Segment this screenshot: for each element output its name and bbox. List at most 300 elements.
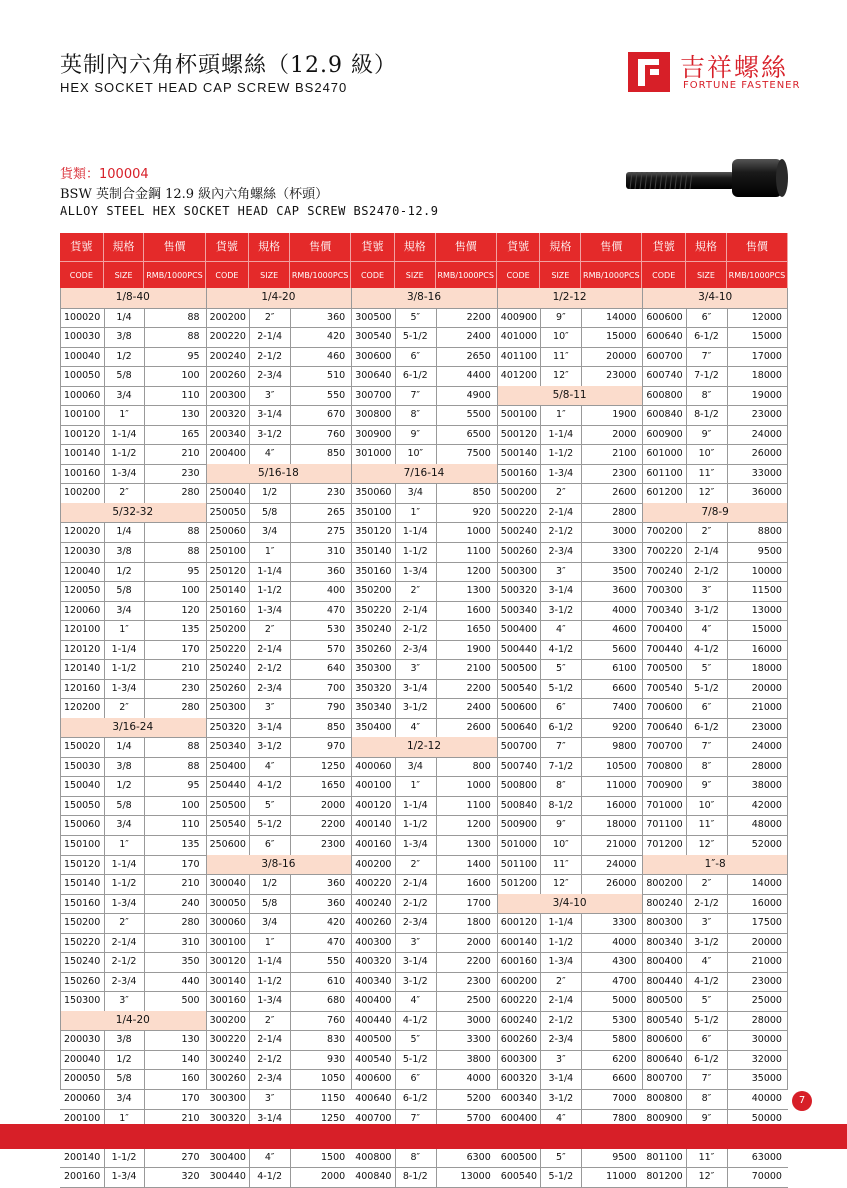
price-cell: 360 [327, 565, 346, 577]
size-cell: 5/8 [116, 370, 132, 382]
price-cell: 9800 [612, 741, 637, 753]
code-cell: 501200 [500, 878, 538, 890]
price-cell: 550 [327, 956, 346, 968]
size-cell: 3-1/4 [402, 682, 428, 694]
price-cell: 230 [181, 682, 200, 694]
code-cell: 500300 [500, 565, 538, 577]
code-cell: 120160 [64, 682, 101, 694]
code-cell: 120140 [64, 663, 101, 675]
code-cell: 400160 [355, 839, 392, 851]
price-cell: 23000 [751, 721, 782, 733]
size-cell: 12″ [553, 878, 569, 890]
code-cell: 600600 [646, 311, 683, 323]
price-cell: 9500 [757, 545, 782, 557]
price-cell: 210 [181, 1112, 200, 1124]
code-cell: 150260 [64, 975, 101, 987]
thread-section-header: 1/2-12 [351, 737, 497, 757]
price-cell: 400 [327, 585, 346, 597]
price-cell: 88 [187, 741, 200, 753]
price-cell: 21000 [751, 956, 782, 968]
price-cell: 100 [181, 370, 200, 382]
size-cell: 2″ [119, 702, 129, 714]
header-label: 規格 [540, 233, 581, 261]
size-cell: 6″ [264, 839, 275, 851]
code-cell: 400400 [355, 995, 392, 1007]
code-cell: 500600 [500, 702, 538, 714]
price-cell: 2100 [466, 663, 491, 675]
code-cell: 250060 [209, 526, 246, 538]
size-cell: 7″ [410, 389, 421, 401]
size-cell: 5/8 [262, 897, 278, 909]
price-cell: 1000 [466, 526, 491, 538]
price-cell: 1650 [466, 624, 491, 636]
code-cell: 400640 [355, 1093, 392, 1104]
code-cell: 350340 [355, 702, 392, 714]
size-cell: 1-1/2 [548, 936, 574, 948]
code-cell: 120060 [64, 604, 101, 616]
header-label-en: RMB/1000PCS [727, 261, 788, 288]
code-cell: 401200 [500, 370, 538, 382]
price-cell: 310 [327, 545, 346, 557]
code-cell: 500740 [500, 760, 538, 772]
code-cell: 250240 [209, 663, 246, 675]
code-cell: 500500 [500, 663, 538, 675]
price-cell: 1900 [466, 643, 491, 655]
price-cell: 420 [327, 917, 346, 929]
code-cell: 501100 [500, 858, 538, 870]
price-cell: 850 [472, 487, 491, 499]
header-label: 規格 [686, 233, 727, 261]
price-cell: 12000 [751, 311, 782, 323]
thread-section-header: 7/8-9 [642, 503, 788, 523]
code-cell: 350260 [355, 643, 392, 655]
price-cell: 1600 [466, 604, 491, 616]
code-cell: 400220 [355, 878, 392, 890]
price-cell: 100 [181, 799, 200, 811]
code-cell: 250500 [209, 799, 246, 811]
size-cell: 1-3/4 [257, 604, 283, 616]
code-cell: 700800 [646, 760, 683, 772]
price-table [60, 233, 788, 1183]
size-cell: 3″ [410, 936, 421, 948]
code-cell: 350240 [355, 624, 392, 636]
size-cell: 4″ [701, 956, 712, 968]
price-cell: 1600 [466, 878, 491, 890]
code-cell: 100200 [64, 487, 101, 499]
size-cell: 10″ [553, 839, 569, 851]
size-cell: 2-1/4 [111, 936, 137, 948]
price-cell: 16000 [606, 799, 637, 811]
header-label: 貨號 [642, 233, 686, 261]
size-cell: 2-3/4 [111, 975, 137, 987]
price-cell: 1150 [321, 1093, 346, 1104]
code-cell: 401100 [500, 350, 538, 362]
code-cell: 300600 [355, 350, 392, 362]
price-cell: 48000 [751, 819, 782, 831]
size-cell: 3-1/4 [257, 721, 283, 733]
size-cell: 9″ [556, 311, 566, 323]
size-cell: 1-1/2 [111, 878, 137, 890]
code-cell: 600300 [500, 1053, 538, 1065]
code-cell: 400340 [355, 975, 392, 987]
size-cell: 3/4 [116, 819, 132, 831]
price-cell: 1250 [321, 760, 346, 772]
price-cell: 4700 [612, 975, 637, 987]
code-cell: 150060 [64, 819, 101, 831]
price-cell: 2300 [612, 467, 637, 479]
size-cell: 5″ [556, 663, 566, 675]
price-cell: 11000 [606, 1171, 637, 1183]
code-cell: 700220 [646, 545, 683, 557]
size-cell: 4-1/2 [257, 1171, 283, 1183]
size-cell: 3/4 [116, 389, 132, 401]
size-cell: 2-1/4 [402, 604, 428, 616]
code-cell: 200160 [64, 1171, 101, 1183]
price-cell: 1800 [466, 917, 491, 929]
code-cell: 350060 [355, 487, 392, 499]
price-cell: 210 [181, 663, 200, 675]
price-cell: 4400 [466, 370, 491, 382]
code-cell: 501000 [500, 839, 538, 851]
price-cell: 3500 [612, 565, 637, 577]
price-cell: 18000 [606, 819, 637, 831]
header-label-en: RMB/1000PCS [290, 261, 351, 288]
header-label: 貨號 [351, 233, 395, 261]
code-cell: 500140 [500, 448, 538, 460]
price-cell: 800 [472, 760, 491, 772]
code-cell: 700200 [646, 526, 683, 538]
code-cell: 800440 [646, 975, 683, 987]
size-cell: 8″ [410, 409, 421, 421]
code-cell: 100050 [64, 370, 101, 382]
size-cell: 3-1/2 [257, 428, 283, 440]
code-cell: 100040 [64, 350, 101, 362]
price-cell: 440 [181, 975, 200, 987]
code-cell: 400440 [355, 1014, 392, 1026]
size-cell: 2-1/4 [257, 643, 283, 655]
size-cell: 2-1/2 [257, 350, 283, 362]
size-cell: 8″ [701, 389, 712, 401]
price-cell: 23000 [751, 409, 782, 421]
size-cell: 7-1/2 [694, 370, 719, 382]
size-cell: 2-1/4 [257, 1034, 283, 1046]
price-cell: 530 [327, 624, 346, 636]
size-cell: 6-1/2 [402, 370, 428, 382]
price-cell: 135 [181, 839, 200, 851]
price-cell: 16000 [751, 643, 782, 655]
size-cell: 2″ [556, 975, 566, 987]
price-cell: 2400 [466, 331, 491, 343]
price-cell: 10000 [751, 565, 782, 577]
price-cell: 15000 [751, 331, 782, 343]
code-cell: 500440 [500, 643, 538, 655]
code-cell: 300500 [355, 311, 392, 323]
size-cell: 6″ [701, 1034, 712, 1046]
code-cell: 100120 [64, 428, 101, 440]
price-cell: 310 [181, 936, 200, 948]
price-cell: 5700 [466, 1112, 491, 1124]
size-cell: 3/4 [262, 917, 278, 929]
size-cell: 4″ [556, 1112, 566, 1124]
price-cell: 21000 [751, 702, 782, 714]
price-cell: 7500 [466, 448, 491, 460]
thread-section-header: 5/16-18 [206, 464, 352, 484]
code-cell: 500540 [500, 682, 538, 694]
code-cell: 200200 [209, 311, 246, 323]
size-cell: 1-1/4 [111, 858, 137, 870]
code-cell: 400260 [355, 917, 392, 929]
code-cell: 100100 [64, 409, 101, 421]
price-cell: 3300 [612, 545, 637, 557]
size-cell: 8″ [701, 1093, 712, 1104]
size-cell: 2-1/2 [402, 897, 428, 909]
price-cell: 240 [181, 897, 200, 909]
code-cell: 301000 [355, 448, 392, 460]
size-cell: 5/8 [116, 799, 132, 811]
code-cell: 120050 [64, 585, 101, 597]
price-cell: 6100 [612, 663, 637, 675]
price-cell: 25000 [751, 995, 782, 1007]
code-cell: 800340 [646, 936, 683, 948]
price-cell: 33000 [751, 467, 782, 479]
size-cell: 2-1/4 [548, 995, 574, 1007]
price-cell: 760 [327, 1014, 346, 1026]
price-cell: 20000 [751, 936, 782, 948]
code-cell: 600640 [646, 331, 683, 343]
price-cell: 2200 [466, 956, 491, 968]
price-cell: 2200 [466, 311, 491, 323]
price-cell: 88 [187, 331, 200, 343]
size-cell: 1-3/4 [111, 682, 137, 694]
size-cell: 2″ [264, 311, 275, 323]
price-cell: 5800 [612, 1034, 637, 1046]
size-cell: 5/8 [116, 1073, 132, 1085]
page-subtitle: HEX SOCKET HEAD CAP SCREW BS2470 [60, 80, 348, 95]
size-cell: 1/2 [116, 780, 132, 792]
size-cell: 11″ [698, 819, 715, 831]
price-cell: 88 [187, 760, 200, 772]
price-cell: 360 [327, 878, 346, 890]
code-cell: 250040 [209, 487, 246, 499]
size-cell: 7″ [701, 350, 712, 362]
size-cell: 1/2 [116, 350, 132, 362]
code-cell: 400300 [355, 936, 392, 948]
price-cell: 23000 [606, 370, 637, 382]
code-cell: 601100 [646, 467, 683, 479]
price-cell: 170 [181, 858, 200, 870]
price-cell: 170 [181, 1093, 200, 1104]
price-cell: 830 [327, 1034, 346, 1046]
price-cell: 5000 [612, 995, 637, 1007]
price-cell: 19000 [751, 389, 782, 401]
price-cell: 1650 [321, 780, 346, 792]
price-cell: 30000 [751, 1034, 782, 1046]
code-cell: 300050 [209, 897, 246, 909]
code-cell: 700600 [646, 702, 683, 714]
size-cell: 6-1/2 [548, 721, 574, 733]
size-cell: 6″ [410, 350, 421, 362]
code-cell: 300260 [209, 1073, 246, 1085]
price-cell: 20000 [751, 682, 782, 694]
price-cell: 7400 [612, 702, 637, 714]
size-cell: 5″ [701, 663, 712, 675]
size-cell: 5″ [701, 995, 712, 1007]
code-cell: 350140 [355, 545, 392, 557]
size-cell: 1-1/4 [111, 643, 137, 655]
code-cell: 300400 [209, 1151, 246, 1163]
size-cell: 11″ [553, 350, 569, 362]
size-cell: 5″ [410, 1034, 421, 1046]
code-cell: 700640 [646, 721, 683, 733]
price-cell: 270 [181, 1151, 200, 1163]
code-cell: 250400 [209, 760, 246, 772]
price-cell: 35000 [751, 1073, 782, 1085]
code-cell: 100020 [64, 311, 101, 323]
code-cell: 250140 [209, 585, 246, 597]
code-cell: 600740 [646, 370, 683, 382]
size-cell: 4″ [410, 721, 421, 733]
code-cell: 400100 [355, 780, 392, 792]
size-cell: 1/4 [116, 311, 132, 323]
code-cell: 300800 [355, 409, 392, 421]
price-cell: 15000 [751, 624, 782, 636]
code-cell: 300440 [209, 1171, 246, 1183]
size-cell: 4″ [556, 624, 566, 636]
size-cell: 8-1/2 [548, 799, 574, 811]
price-cell: 28000 [751, 1014, 782, 1026]
code-cell: 150040 [64, 780, 101, 792]
price-cell: 4300 [612, 956, 637, 968]
code-cell: 300120 [209, 956, 246, 968]
size-cell: 10″ [698, 799, 715, 811]
price-cell: 120 [181, 604, 200, 616]
size-cell: 9″ [410, 428, 421, 440]
code-cell: 300060 [209, 917, 246, 929]
size-cell: 2″ [264, 624, 275, 636]
code-cell: 200400 [209, 448, 246, 460]
size-cell: 6-1/2 [694, 1053, 719, 1065]
price-cell: 7000 [612, 1093, 637, 1104]
price-cell: 40000 [751, 1093, 782, 1104]
size-cell: 9″ [701, 428, 712, 440]
code-cell: 250320 [209, 721, 246, 733]
price-cell: 130 [181, 409, 200, 421]
size-cell: 2-1/2 [694, 897, 719, 909]
code-cell: 500400 [500, 624, 538, 636]
size-cell: 1-3/4 [111, 1171, 137, 1183]
code-cell: 250260 [209, 682, 246, 694]
code-cell: 500160 [500, 467, 538, 479]
size-cell: 1-3/4 [548, 956, 574, 968]
code-cell: 250540 [209, 819, 246, 831]
size-cell: 11″ [698, 1151, 715, 1163]
header-label: 貨號 [206, 233, 250, 261]
size-cell: 1″ [119, 1112, 129, 1124]
price-cell: 510 [327, 370, 346, 382]
price-cell: 4900 [466, 389, 491, 401]
price-cell: 110 [181, 389, 200, 401]
price-cell: 1200 [466, 819, 491, 831]
page-number: 7 [792, 1091, 812, 1111]
size-cell: 2-1/4 [694, 545, 719, 557]
code-cell: 200220 [209, 331, 246, 343]
price-cell: 140 [181, 1053, 200, 1065]
header-label-en: SIZE [104, 261, 145, 288]
price-cell: 32000 [751, 1053, 782, 1065]
code-cell: 400600 [355, 1073, 392, 1085]
code-cell: 300140 [209, 975, 246, 987]
size-cell: 3-1/4 [402, 956, 428, 968]
size-cell: 1-1/4 [402, 526, 428, 538]
code-cell: 350220 [355, 604, 392, 616]
price-cell: 9200 [612, 721, 637, 733]
price-cell: 2100 [612, 448, 637, 460]
code-cell: 700540 [646, 682, 683, 694]
code-cell: 800240 [646, 897, 683, 909]
price-cell: 265 [327, 506, 346, 518]
code-cell: 400120 [355, 799, 392, 811]
size-cell: 1″ [119, 839, 129, 851]
price-cell: 1300 [466, 585, 491, 597]
price-cell: 42000 [751, 799, 782, 811]
size-cell: 12″ [698, 1171, 715, 1183]
size-cell: 1/2 [116, 565, 132, 577]
price-cell: 2650 [466, 350, 491, 362]
size-cell: 1/2 [262, 878, 278, 890]
code-cell: 500900 [500, 819, 538, 831]
size-cell: 1-3/4 [111, 897, 137, 909]
code-cell: 701200 [646, 839, 683, 851]
size-cell: 7″ [701, 741, 712, 753]
size-cell: 1-1/2 [111, 663, 137, 675]
size-cell: 7-1/2 [548, 760, 574, 772]
size-cell: 2-3/4 [402, 643, 428, 655]
size-cell: 9″ [556, 819, 566, 831]
price-cell: 63000 [751, 1151, 782, 1163]
code-cell: 800700 [646, 1073, 683, 1085]
price-cell: 24000 [606, 858, 637, 870]
size-cell: 2-3/4 [548, 545, 574, 557]
code-cell: 500240 [500, 526, 538, 538]
code-cell: 150160 [64, 897, 101, 909]
price-cell: 11500 [751, 585, 782, 597]
code-cell: 800800 [646, 1093, 683, 1104]
price-cell: 420 [327, 331, 346, 343]
size-cell: 6″ [410, 1073, 421, 1085]
price-cell: 14000 [751, 878, 782, 890]
price-cell: 3300 [466, 1034, 491, 1046]
size-cell: 1-3/4 [257, 995, 283, 1007]
price-cell: 95 [187, 565, 200, 577]
size-cell: 6-1/2 [694, 721, 719, 733]
thread-section-header: 5/8-11 [497, 386, 643, 406]
price-cell: 170 [181, 643, 200, 655]
price-cell: 24000 [751, 741, 782, 753]
thread-section-header: 3/8-16 [351, 288, 497, 308]
code-cell: 250300 [209, 702, 246, 714]
code-cell: 300240 [209, 1053, 246, 1065]
code-cell: 500260 [500, 545, 538, 557]
price-cell: 18000 [751, 370, 782, 382]
code-cell: 300220 [209, 1034, 246, 1046]
size-cell: 1/4 [116, 741, 132, 753]
size-cell: 1-1/2 [111, 448, 137, 460]
code-cell: 200050 [64, 1073, 101, 1085]
price-cell: 1200 [466, 565, 491, 577]
price-cell: 26000 [751, 448, 782, 460]
code-cell: 600320 [500, 1073, 538, 1085]
price-cell: 9500 [612, 1151, 637, 1163]
